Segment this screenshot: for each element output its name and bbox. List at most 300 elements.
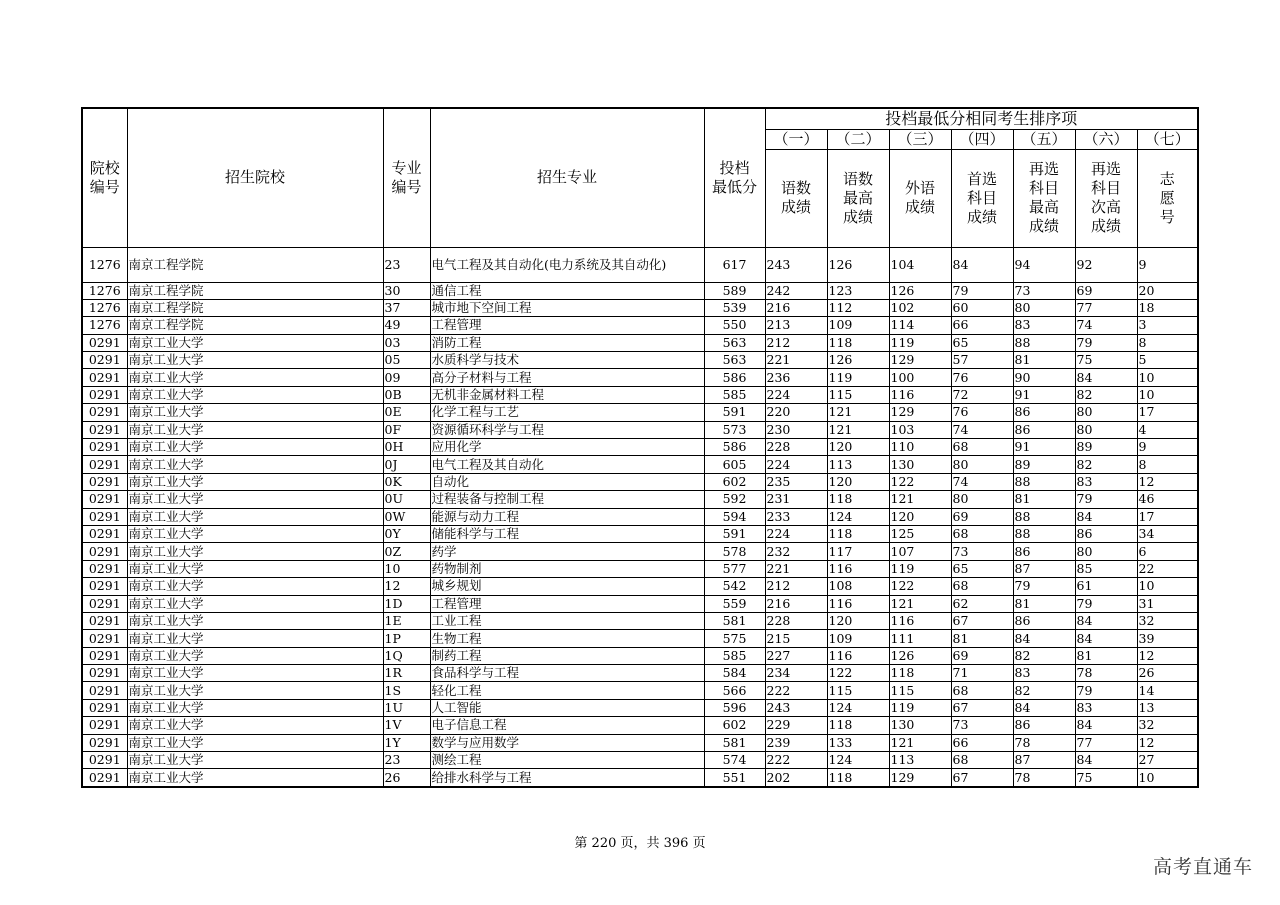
cell-min-score: 551 bbox=[704, 769, 765, 787]
cell-major-name: 人工智能 bbox=[430, 699, 704, 716]
cell-major-code: 0K bbox=[383, 473, 430, 490]
cell-school-code: 0291 bbox=[82, 334, 127, 351]
cell-order-5: 84 bbox=[1013, 699, 1075, 716]
cell-order-4: 80 bbox=[951, 491, 1013, 508]
cell-major-code: 30 bbox=[383, 282, 430, 299]
cell-order-4: 81 bbox=[951, 630, 1013, 647]
cell-order-2: 113 bbox=[827, 456, 889, 473]
cell-order-1: 229 bbox=[765, 717, 827, 734]
cell-school-name: 南京工业大学 bbox=[127, 560, 383, 577]
cell-order-3: 115 bbox=[889, 682, 951, 699]
cell-order-1: 222 bbox=[765, 752, 827, 769]
cell-school-name: 南京工业大学 bbox=[127, 543, 383, 560]
cell-order-5: 87 bbox=[1013, 560, 1075, 577]
cell-major-code: 03 bbox=[383, 334, 430, 351]
table-row bbox=[82, 665, 1198, 682]
cell-order-6: 82 bbox=[1075, 386, 1137, 403]
cell-order-2: 116 bbox=[827, 560, 889, 577]
cell-major-code: 0B bbox=[383, 386, 430, 403]
cell-order-5: 82 bbox=[1013, 682, 1075, 699]
cell-order-2: 115 bbox=[827, 386, 889, 403]
cell-school-code: 0291 bbox=[82, 699, 127, 716]
header-order-label: （三） bbox=[889, 129, 951, 149]
cell-order-1: 222 bbox=[765, 682, 827, 699]
header-order-item: 再选 科目 次高 成绩 bbox=[1075, 149, 1137, 247]
cell-order-4: 76 bbox=[951, 369, 1013, 386]
cell-major-code: 09 bbox=[383, 369, 430, 386]
cell-major-name: 轻化工程 bbox=[430, 682, 704, 699]
cell-order-4: 69 bbox=[951, 647, 1013, 664]
cell-order-6: 83 bbox=[1075, 699, 1137, 716]
cell-school-name: 南京工业大学 bbox=[127, 717, 383, 734]
cell-order-3: 119 bbox=[889, 560, 951, 577]
cell-order-7: 18 bbox=[1137, 299, 1198, 316]
cell-order-2: 118 bbox=[827, 334, 889, 351]
cell-major-code: 0H bbox=[383, 439, 430, 456]
cell-order-5: 81 bbox=[1013, 352, 1075, 369]
cell-major-name: 资源循环科学与工程 bbox=[430, 421, 704, 438]
cell-order-6: 80 bbox=[1075, 543, 1137, 560]
cell-order-4: 65 bbox=[951, 334, 1013, 351]
cell-order-6: 79 bbox=[1075, 334, 1137, 351]
cell-school-name: 南京工业大学 bbox=[127, 682, 383, 699]
cell-order-6: 84 bbox=[1075, 630, 1137, 647]
cell-major-name: 水质科学与技术 bbox=[430, 352, 704, 369]
cell-school-name: 南京工程学院 bbox=[127, 299, 383, 316]
table-row bbox=[82, 421, 1198, 438]
cell-order-7: 14 bbox=[1137, 682, 1198, 699]
cell-major-name: 无机非金属材料工程 bbox=[430, 386, 704, 403]
cell-major-name: 电气工程及其自动化(电力系统及其自动化) bbox=[430, 247, 704, 282]
header-order-item: 语数 最高 成绩 bbox=[827, 149, 889, 247]
cell-order-2: 124 bbox=[827, 508, 889, 525]
cell-order-5: 84 bbox=[1013, 630, 1075, 647]
cell-order-5: 83 bbox=[1013, 317, 1075, 334]
cell-min-score: 563 bbox=[704, 352, 765, 369]
cell-school-name: 南京工业大学 bbox=[127, 473, 383, 490]
cell-order-5: 86 bbox=[1013, 543, 1075, 560]
cell-major-code: 1S bbox=[383, 682, 430, 699]
cell-order-2: 120 bbox=[827, 612, 889, 629]
cell-order-7: 12 bbox=[1137, 473, 1198, 490]
cell-min-score: 581 bbox=[704, 734, 765, 751]
cell-order-7: 32 bbox=[1137, 717, 1198, 734]
cell-order-7: 3 bbox=[1137, 317, 1198, 334]
cell-school-name: 南京工业大学 bbox=[127, 630, 383, 647]
cell-order-4: 62 bbox=[951, 595, 1013, 612]
cell-order-5: 83 bbox=[1013, 665, 1075, 682]
table-row bbox=[82, 647, 1198, 664]
cell-order-1: 212 bbox=[765, 334, 827, 351]
cell-order-2: 121 bbox=[827, 421, 889, 438]
cell-major-name: 城乡规划 bbox=[430, 578, 704, 595]
table-row bbox=[82, 317, 1198, 334]
cell-order-3: 104 bbox=[889, 247, 951, 282]
header-order-label: （七） bbox=[1137, 129, 1198, 149]
cell-order-2: 116 bbox=[827, 595, 889, 612]
cell-major-code: 05 bbox=[383, 352, 430, 369]
cell-major-code: 1Q bbox=[383, 647, 430, 664]
cell-order-4: 72 bbox=[951, 386, 1013, 403]
cell-school-name: 南京工业大学 bbox=[127, 525, 383, 542]
cell-order-4: 68 bbox=[951, 439, 1013, 456]
cell-school-code: 0291 bbox=[82, 491, 127, 508]
header-school-name: 招生院校 bbox=[127, 108, 383, 247]
cell-major-name: 通信工程 bbox=[430, 282, 704, 299]
cell-major-name: 数学与应用数学 bbox=[430, 734, 704, 751]
cell-order-3: 100 bbox=[889, 369, 951, 386]
cell-school-name: 南京工业大学 bbox=[127, 612, 383, 629]
cell-major-code: 0J bbox=[383, 456, 430, 473]
cell-order-5: 91 bbox=[1013, 386, 1075, 403]
cell-major-name: 制药工程 bbox=[430, 647, 704, 664]
cell-school-code: 0291 bbox=[82, 525, 127, 542]
table-row bbox=[82, 578, 1198, 595]
cell-school-code: 1276 bbox=[82, 282, 127, 299]
cell-major-name: 药物制剂 bbox=[430, 560, 704, 577]
cell-order-1: 231 bbox=[765, 491, 827, 508]
cell-major-name: 城市地下空间工程 bbox=[430, 299, 704, 316]
cell-school-name: 南京工业大学 bbox=[127, 699, 383, 716]
cell-major-name: 电子信息工程 bbox=[430, 717, 704, 734]
cell-order-7: 10 bbox=[1137, 769, 1198, 787]
cell-major-name: 药学 bbox=[430, 543, 704, 560]
cell-school-code: 1276 bbox=[82, 247, 127, 282]
header-major-code: 专业 编号 bbox=[383, 108, 430, 247]
cell-order-5: 86 bbox=[1013, 717, 1075, 734]
cell-school-code: 0291 bbox=[82, 560, 127, 577]
cell-order-1: 215 bbox=[765, 630, 827, 647]
header-tiebreak-group: 投档最低分相同考生排序项 bbox=[765, 108, 1198, 129]
cell-school-name: 南京工业大学 bbox=[127, 369, 383, 386]
admission-table bbox=[81, 107, 1199, 788]
cell-min-score: 573 bbox=[704, 421, 765, 438]
cell-order-4: 67 bbox=[951, 699, 1013, 716]
cell-min-score: 559 bbox=[704, 595, 765, 612]
cell-major-code: 0U bbox=[383, 491, 430, 508]
cell-order-3: 130 bbox=[889, 456, 951, 473]
cell-order-5: 78 bbox=[1013, 734, 1075, 751]
cell-order-7: 20 bbox=[1137, 282, 1198, 299]
cell-order-4: 68 bbox=[951, 752, 1013, 769]
cell-school-name: 南京工业大学 bbox=[127, 456, 383, 473]
cell-order-5: 86 bbox=[1013, 421, 1075, 438]
cell-order-7: 10 bbox=[1137, 369, 1198, 386]
cell-major-code: 0F bbox=[383, 421, 430, 438]
cell-order-1: 213 bbox=[765, 317, 827, 334]
cell-major-name: 生物工程 bbox=[430, 630, 704, 647]
cell-order-3: 119 bbox=[889, 334, 951, 351]
cell-order-1: 224 bbox=[765, 386, 827, 403]
cell-min-score: 602 bbox=[704, 717, 765, 734]
cell-order-2: 116 bbox=[827, 647, 889, 664]
cell-order-3: 126 bbox=[889, 282, 951, 299]
cell-order-3: 121 bbox=[889, 491, 951, 508]
cell-order-3: 113 bbox=[889, 752, 951, 769]
cell-min-score: 539 bbox=[704, 299, 765, 316]
cell-order-2: 122 bbox=[827, 665, 889, 682]
cell-order-4: 80 bbox=[951, 456, 1013, 473]
cell-order-3: 121 bbox=[889, 734, 951, 751]
cell-school-name: 南京工业大学 bbox=[127, 595, 383, 612]
cell-order-7: 9 bbox=[1137, 247, 1198, 282]
cell-order-2: 126 bbox=[827, 352, 889, 369]
cell-order-1: 242 bbox=[765, 282, 827, 299]
cell-major-name: 储能科学与工程 bbox=[430, 525, 704, 542]
cell-order-1: 233 bbox=[765, 508, 827, 525]
header-order-label: （六） bbox=[1075, 129, 1137, 149]
cell-order-5: 88 bbox=[1013, 508, 1075, 525]
cell-school-name: 南京工业大学 bbox=[127, 508, 383, 525]
cell-order-5: 79 bbox=[1013, 578, 1075, 595]
cell-order-3: 122 bbox=[889, 473, 951, 490]
cell-min-score: 594 bbox=[704, 508, 765, 525]
cell-min-score: 586 bbox=[704, 369, 765, 386]
cell-order-6: 74 bbox=[1075, 317, 1137, 334]
cell-order-7: 9 bbox=[1137, 439, 1198, 456]
cell-order-1: 220 bbox=[765, 404, 827, 421]
cell-order-4: 60 bbox=[951, 299, 1013, 316]
cell-order-3: 126 bbox=[889, 647, 951, 664]
cell-order-1: 224 bbox=[765, 525, 827, 542]
cell-school-code: 0291 bbox=[82, 439, 127, 456]
cell-major-code: 1Y bbox=[383, 734, 430, 751]
cell-min-score: 575 bbox=[704, 630, 765, 647]
table-row bbox=[82, 543, 1198, 560]
cell-major-name: 测绘工程 bbox=[430, 752, 704, 769]
cell-school-code: 0291 bbox=[82, 421, 127, 438]
cell-min-score: 578 bbox=[704, 543, 765, 560]
header-order-label: （一） bbox=[765, 129, 827, 149]
cell-school-name: 南京工程学院 bbox=[127, 247, 383, 282]
cell-order-2: 115 bbox=[827, 682, 889, 699]
cell-order-3: 110 bbox=[889, 439, 951, 456]
cell-major-name: 自动化 bbox=[430, 473, 704, 490]
cell-order-6: 79 bbox=[1075, 595, 1137, 612]
cell-school-name: 南京工业大学 bbox=[127, 769, 383, 787]
cell-order-3: 111 bbox=[889, 630, 951, 647]
cell-order-7: 26 bbox=[1137, 665, 1198, 682]
cell-order-2: 117 bbox=[827, 543, 889, 560]
cell-order-2: 121 bbox=[827, 404, 889, 421]
table-row bbox=[82, 525, 1198, 542]
cell-order-2: 112 bbox=[827, 299, 889, 316]
cell-order-4: 57 bbox=[951, 352, 1013, 369]
cell-major-code: 1P bbox=[383, 630, 430, 647]
cell-major-code: 49 bbox=[383, 317, 430, 334]
cell-order-3: 130 bbox=[889, 717, 951, 734]
table-row bbox=[82, 386, 1198, 403]
cell-order-5: 91 bbox=[1013, 439, 1075, 456]
cell-major-code: 0Z bbox=[383, 543, 430, 560]
cell-major-code: 37 bbox=[383, 299, 430, 316]
cell-major-name: 能源与动力工程 bbox=[430, 508, 704, 525]
cell-order-6: 86 bbox=[1075, 525, 1137, 542]
header-order-item: 志 愿 号 bbox=[1137, 149, 1198, 247]
cell-min-score: 563 bbox=[704, 334, 765, 351]
table-row bbox=[82, 508, 1198, 525]
cell-min-score: 542 bbox=[704, 578, 765, 595]
cell-order-5: 87 bbox=[1013, 752, 1075, 769]
cell-min-score: 577 bbox=[704, 560, 765, 577]
cell-order-4: 74 bbox=[951, 473, 1013, 490]
cell-order-6: 82 bbox=[1075, 456, 1137, 473]
cell-order-6: 75 bbox=[1075, 769, 1137, 787]
cell-order-5: 86 bbox=[1013, 612, 1075, 629]
cell-order-2: 118 bbox=[827, 717, 889, 734]
cell-order-4: 73 bbox=[951, 717, 1013, 734]
cell-order-4: 68 bbox=[951, 525, 1013, 542]
cell-major-code: 23 bbox=[383, 247, 430, 282]
table-row bbox=[82, 473, 1198, 490]
cell-min-score: 589 bbox=[704, 282, 765, 299]
cell-order-1: 234 bbox=[765, 665, 827, 682]
cell-school-name: 南京工业大学 bbox=[127, 334, 383, 351]
table-row bbox=[82, 334, 1198, 351]
cell-order-7: 12 bbox=[1137, 734, 1198, 751]
cell-order-2: 124 bbox=[827, 699, 889, 716]
cell-school-name: 南京工业大学 bbox=[127, 734, 383, 751]
cell-order-6: 84 bbox=[1075, 752, 1137, 769]
cell-order-7: 8 bbox=[1137, 334, 1198, 351]
header-order-item: 首选 科目 成绩 bbox=[951, 149, 1013, 247]
cell-order-4: 74 bbox=[951, 421, 1013, 438]
header-order-label: （四） bbox=[951, 129, 1013, 149]
cell-order-6: 79 bbox=[1075, 491, 1137, 508]
table-row bbox=[82, 439, 1198, 456]
page-number: 第 220 页，共 396 页 bbox=[574, 836, 706, 851]
cell-order-3: 114 bbox=[889, 317, 951, 334]
cell-order-3: 116 bbox=[889, 612, 951, 629]
cell-school-code: 0291 bbox=[82, 734, 127, 751]
table-row bbox=[82, 404, 1198, 421]
cell-school-code: 1276 bbox=[82, 299, 127, 316]
cell-order-4: 67 bbox=[951, 769, 1013, 787]
cell-order-7: 5 bbox=[1137, 352, 1198, 369]
cell-order-1: 235 bbox=[765, 473, 827, 490]
cell-major-name: 工程管理 bbox=[430, 317, 704, 334]
cell-order-6: 84 bbox=[1075, 508, 1137, 525]
cell-major-code: 1D bbox=[383, 595, 430, 612]
cell-order-5: 88 bbox=[1013, 473, 1075, 490]
cell-order-6: 80 bbox=[1075, 421, 1137, 438]
cell-order-7: 31 bbox=[1137, 595, 1198, 612]
cell-order-1: 236 bbox=[765, 369, 827, 386]
cell-order-5: 78 bbox=[1013, 769, 1075, 787]
cell-min-score: 574 bbox=[704, 752, 765, 769]
cell-order-1: 216 bbox=[765, 595, 827, 612]
table-row bbox=[82, 299, 1198, 316]
cell-school-name: 南京工业大学 bbox=[127, 665, 383, 682]
cell-order-6: 81 bbox=[1075, 647, 1137, 664]
cell-major-code: 10 bbox=[383, 560, 430, 577]
cell-major-code: 1R bbox=[383, 665, 430, 682]
table-row bbox=[82, 717, 1198, 734]
cell-school-name: 南京工程学院 bbox=[127, 317, 383, 334]
table-row bbox=[82, 734, 1198, 751]
cell-order-2: 124 bbox=[827, 752, 889, 769]
cell-order-2: 118 bbox=[827, 491, 889, 508]
cell-order-7: 10 bbox=[1137, 386, 1198, 403]
cell-major-name: 工程管理 bbox=[430, 595, 704, 612]
table-row bbox=[82, 369, 1198, 386]
cell-order-2: 120 bbox=[827, 473, 889, 490]
cell-school-code: 0291 bbox=[82, 404, 127, 421]
cell-order-4: 65 bbox=[951, 560, 1013, 577]
cell-major-name: 应用化学 bbox=[430, 439, 704, 456]
cell-order-7: 12 bbox=[1137, 647, 1198, 664]
table-row bbox=[82, 456, 1198, 473]
cell-order-3: 107 bbox=[889, 543, 951, 560]
cell-major-code: 23 bbox=[383, 752, 430, 769]
cell-min-score: 596 bbox=[704, 699, 765, 716]
cell-school-code: 0291 bbox=[82, 369, 127, 386]
cell-order-2: 123 bbox=[827, 282, 889, 299]
cell-order-7: 34 bbox=[1137, 525, 1198, 542]
cell-school-name: 南京工业大学 bbox=[127, 386, 383, 403]
cell-order-5: 73 bbox=[1013, 282, 1075, 299]
cell-major-code: 1E bbox=[383, 612, 430, 629]
cell-order-6: 77 bbox=[1075, 734, 1137, 751]
cell-major-name: 工业工程 bbox=[430, 612, 704, 629]
cell-order-3: 122 bbox=[889, 578, 951, 595]
cell-school-name: 南京工业大学 bbox=[127, 352, 383, 369]
cell-order-7: 6 bbox=[1137, 543, 1198, 560]
cell-order-5: 81 bbox=[1013, 491, 1075, 508]
cell-major-name: 电气工程及其自动化 bbox=[430, 456, 704, 473]
cell-order-1: 224 bbox=[765, 456, 827, 473]
cell-order-2: 118 bbox=[827, 525, 889, 542]
cell-order-7: 39 bbox=[1137, 630, 1198, 647]
cell-school-code: 0291 bbox=[82, 473, 127, 490]
cell-order-6: 80 bbox=[1075, 404, 1137, 421]
table-row bbox=[82, 752, 1198, 769]
cell-order-3: 116 bbox=[889, 386, 951, 403]
cell-order-2: 126 bbox=[827, 247, 889, 282]
cell-order-1: 230 bbox=[765, 421, 827, 438]
cell-major-code: 26 bbox=[383, 769, 430, 787]
table-row bbox=[82, 769, 1198, 787]
cell-min-score: 617 bbox=[704, 247, 765, 282]
cell-min-score: 605 bbox=[704, 456, 765, 473]
table-row bbox=[82, 682, 1198, 699]
cell-order-2: 109 bbox=[827, 317, 889, 334]
cell-school-code: 0291 bbox=[82, 508, 127, 525]
cell-order-3: 125 bbox=[889, 525, 951, 542]
cell-school-name: 南京工业大学 bbox=[127, 752, 383, 769]
cell-order-3: 129 bbox=[889, 352, 951, 369]
cell-order-7: 22 bbox=[1137, 560, 1198, 577]
cell-order-7: 27 bbox=[1137, 752, 1198, 769]
cell-school-code: 1276 bbox=[82, 317, 127, 334]
cell-major-name: 消防工程 bbox=[430, 334, 704, 351]
cell-school-code: 0291 bbox=[82, 769, 127, 787]
cell-school-code: 0291 bbox=[82, 752, 127, 769]
header-order-item: 再选 科目 最高 成绩 bbox=[1013, 149, 1075, 247]
cell-order-6: 84 bbox=[1075, 612, 1137, 629]
cell-order-7: 4 bbox=[1137, 421, 1198, 438]
cell-order-3: 118 bbox=[889, 665, 951, 682]
cell-order-6: 83 bbox=[1075, 473, 1137, 490]
cell-order-7: 32 bbox=[1137, 612, 1198, 629]
cell-order-5: 88 bbox=[1013, 334, 1075, 351]
header-order-item: 语数 成绩 bbox=[765, 149, 827, 247]
cell-min-score: 581 bbox=[704, 612, 765, 629]
cell-order-4: 84 bbox=[951, 247, 1013, 282]
cell-order-1: 221 bbox=[765, 560, 827, 577]
cell-order-3: 120 bbox=[889, 508, 951, 525]
cell-order-4: 66 bbox=[951, 734, 1013, 751]
